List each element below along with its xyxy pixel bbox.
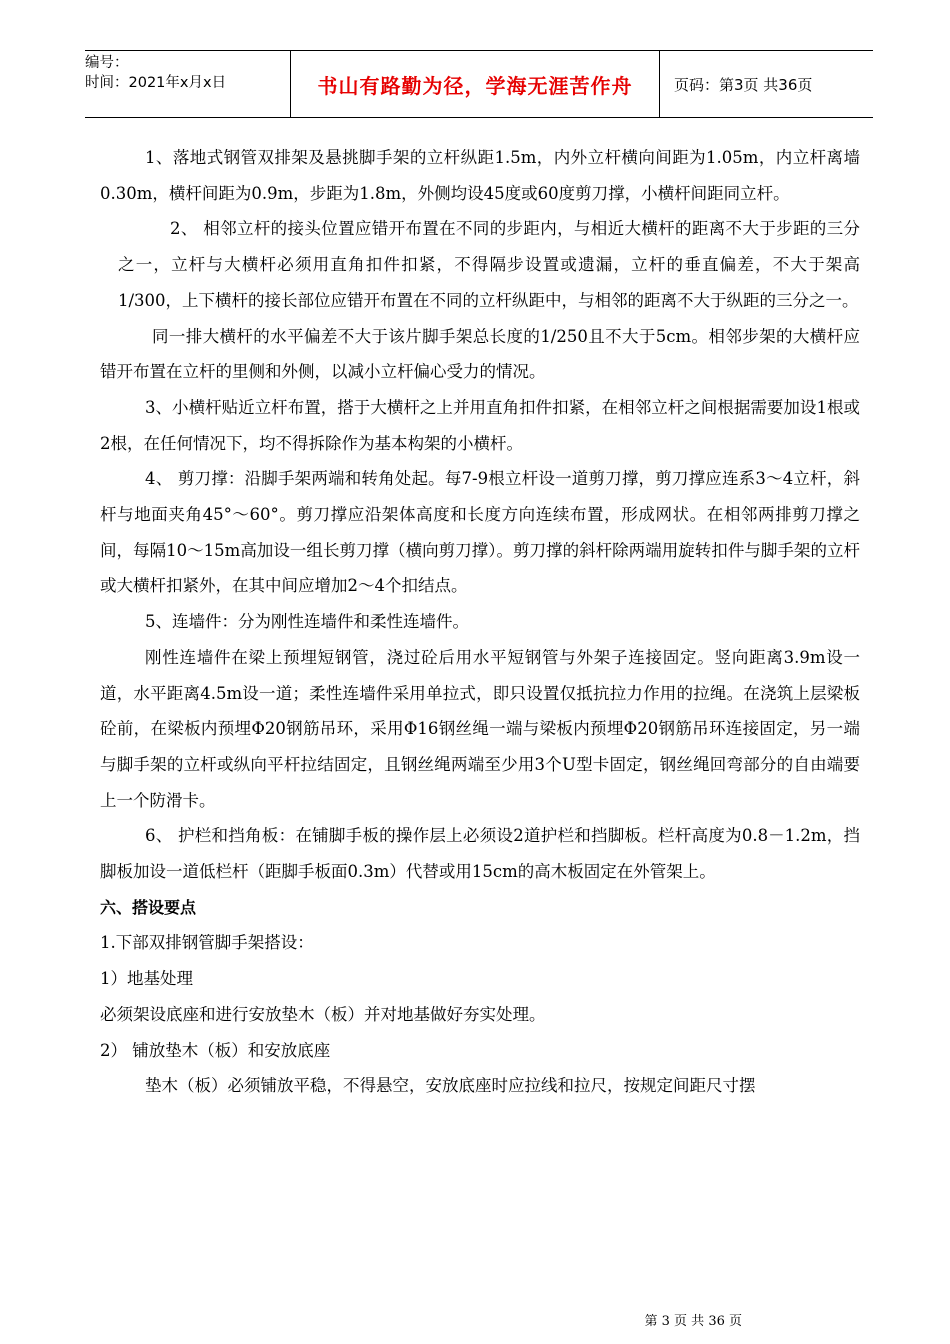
- paragraph-foundation: 必须架设底座和进行安放垫木（板）并对地基做好夯实处理。: [100, 1004, 546, 1024]
- page-code: 页码：第3页 共36页: [674, 75, 813, 94]
- document-body: [100, 140, 860, 1104]
- paragraph-4: 3、小横杆贴近立杆布置，搭于大横杆之上并用直角扣件扣紧，在相邻立杆之间根据需要加设1根或2根，在任何情况下，均不得拆除作为基本构架的小横杆。: [100, 397, 860, 453]
- paragraph-8: 6、 护栏和挡角板：在铺脚手板的操作层上必须设2道护栏和挡脚板。栏杆高度为0.8－1.2m，挡脚板加设一道低栏杆（距脚手板面0.3m）代替或用15cm的高木板固定在外管架上。: [100, 826, 860, 882]
- number-label: 编号：: [85, 55, 129, 71]
- paragraph-5: 4、 剪刀撑：沿脚手架两端和转角处起。每7-9根立杆设一道剪刀撑，剪刀撑应连系3～4立杆，斜杆与地面夹角45°～60°。剪刀撑应沿架体高度和长度方向连续布置，形成网状。在相邻两排剪刀撑之间，每隔10～15m高加设一组长剪刀撑（横向剪刀撑）。剪刀撑的斜杆除两端用旋转扣件与脚手架的立杆或大横杆扣紧外，在其中间应增加2～4个扣结点。: [100, 469, 860, 596]
- document-header: [85, 50, 873, 118]
- paragraph-base: 垫木（板）必须铺放平稳，不得悬空，安放底座时应拉线和拉尺，按规定间距尺寸摆: [145, 1076, 756, 1096]
- subsection-1-2: 2） 铺放垫木（板）和安放底座: [100, 1040, 331, 1060]
- paragraph-7: 刚性连墙件在梁上预埋短钢管，浇过砼后用水平短钢管与外架子连接固定。竖向距离3.9m设一道，水平距离4.5m设一道；柔性连墙件采用单拉式，即只设置仅抵抗拉力作用的拉绳。在浇筑上层梁板砼前，在梁板内预埋Φ20钢筋吊环，采用Φ16钢丝绳一端与梁板内预埋Φ20钢筋吊环连接固定，另一端与脚手架的立杆或纵向平杆拉结固定，且钢丝绳两端至少用3个U型卡固定，钢丝绳回弯部分的自由端要上一个防滑卡。: [100, 647, 860, 810]
- subsection-1: 1.下部双排钢管脚手架搭设：: [100, 933, 314, 953]
- motto: 书山有路勤为径，学海无涯苦作舟: [317, 73, 633, 98]
- page-footer: [0, 1310, 950, 1329]
- paragraph-1: 1、落地式钢管双排架及悬挑脚手架的立杆纵距1.5m，内外立杆横向间距为1.05m，内立杆离墙0.30m，横杆间距为0.9m，步距为1.8m，外侧均设45度或60度剪刀撑，小横杆间距同立杆。: [100, 148, 860, 203]
- header-motto-cell: [290, 51, 660, 117]
- footer-page-number: 第 3 页 共 36 页: [644, 1314, 742, 1329]
- paragraph-2: 2、 相邻立杆的接头位置应错开布置在不同的步距内，与相近大横杆的距离不大于步距的三分之一，立杆与大横杆必须用直角扣件扣紧，不得隔步设置或遗漏，立杆的垂直偏差，不大于架高1/300，上下横杆的接长部位应错开布置在不同的立杆纵距中，与相邻的距离不大于纵距的三分之一。: [118, 219, 860, 310]
- header-page-code-cell: [660, 51, 873, 117]
- section-heading: 六、搭设要点: [100, 897, 197, 917]
- paragraph-3: 同一排大横杆的水平偏差不大于该片脚手架总长度的1/250且不大于5cm。相邻步架的大横杆应错开布置在立杆的里侧和外侧，以减小立杆偏心受力的情况。: [100, 326, 860, 382]
- paragraph-6: 5、连墙件：分为刚性连墙件和柔性连墙件。: [145, 612, 469, 632]
- time-label: 时间：2021年x月x日: [85, 75, 227, 91]
- subsection-1-1: 1）地基处理: [100, 969, 193, 989]
- header-meta: [85, 51, 290, 117]
